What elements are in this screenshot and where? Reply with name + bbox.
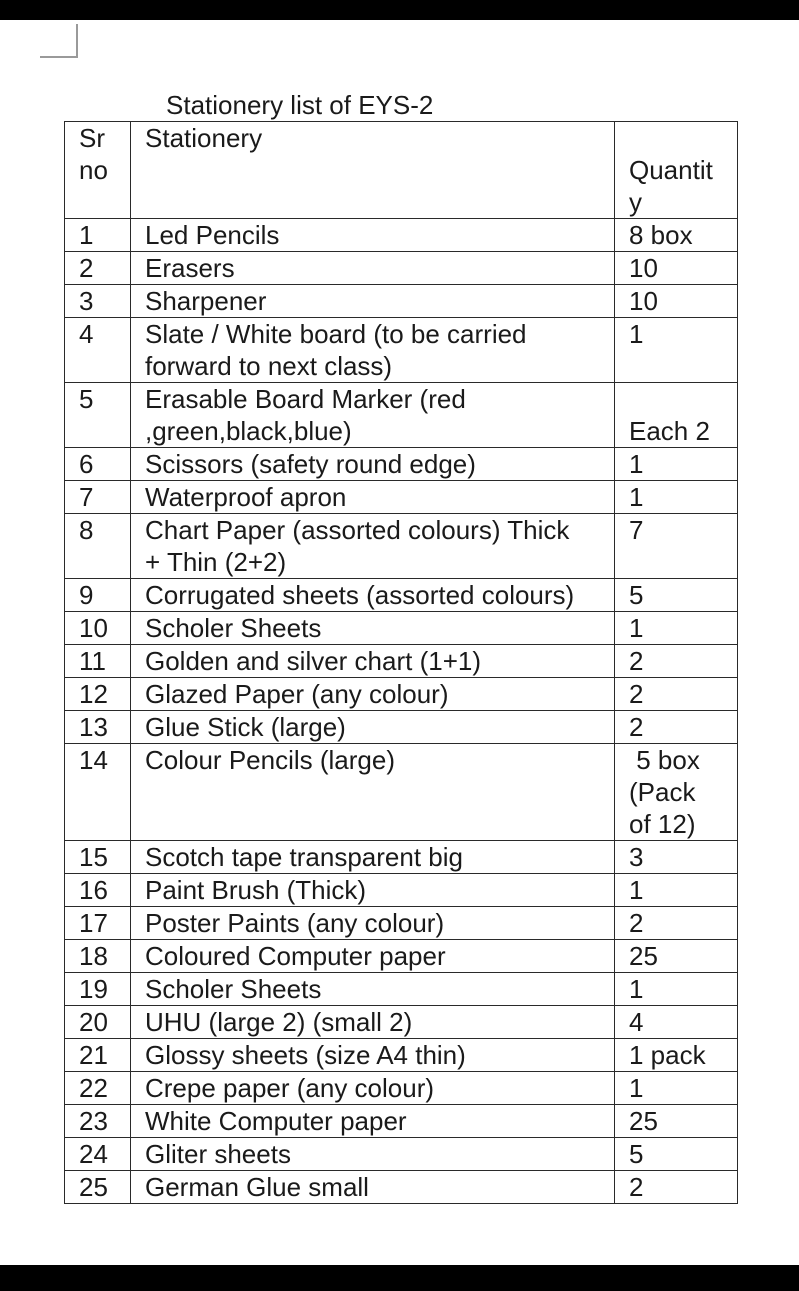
item-cell	[131, 481, 615, 514]
sr-no-cell: 16	[65, 874, 131, 907]
item-line: Scotch tape transparent big	[145, 842, 463, 872]
quantity-line: 8 box	[629, 220, 693, 250]
item-line: Scissors (safety round edge)	[145, 449, 476, 479]
quantity-cell	[615, 448, 738, 481]
table-row	[65, 579, 738, 612]
quantity-line: 7	[629, 515, 644, 545]
item-line: Gliter sheets	[145, 1139, 291, 1169]
table-row	[65, 711, 738, 744]
sr-no-cell: 2	[65, 252, 131, 285]
table-row	[65, 1171, 738, 1204]
item-cell	[131, 252, 615, 285]
sr-no-cell: 14	[65, 744, 131, 841]
item-cell	[131, 1138, 615, 1171]
item-line: Corrugated sheets (assorted colours)	[145, 580, 575, 610]
quantity-line: 1	[629, 1073, 644, 1103]
quantity-line	[629, 383, 733, 415]
quantity-line: (Pack	[629, 777, 696, 807]
quantity-line: 25	[629, 1106, 658, 1136]
table-row	[65, 383, 738, 448]
item-cell	[131, 1171, 615, 1204]
document-title: Stationery list of EYS-2	[166, 90, 434, 120]
item-line: Chart Paper (assorted colours) Thick	[145, 515, 570, 545]
quantity-cell	[615, 711, 738, 744]
quantity-cell	[615, 744, 738, 841]
quantity-cell	[615, 383, 738, 448]
item-cell	[131, 514, 615, 579]
quantity-line: 2	[629, 1172, 644, 1202]
item-line: Paint Brush (Thick)	[145, 875, 367, 905]
page-corner-mark	[40, 24, 78, 58]
quantity-line: of 12)	[629, 809, 696, 839]
table-row	[65, 645, 738, 678]
header-row	[65, 122, 738, 219]
item-line: Waterproof apron	[145, 482, 347, 512]
item-line: + Thin (2+2)	[145, 547, 287, 577]
item-line: Crepe paper (any colour)	[145, 1073, 435, 1103]
sr-no-cell: 1	[65, 219, 131, 252]
sr-no-cell: 6	[65, 448, 131, 481]
quantity-line: 1 pack	[629, 1040, 706, 1070]
item-cell	[131, 973, 615, 1006]
quantity-line: 1	[629, 482, 644, 512]
quantity-cell	[615, 1072, 738, 1105]
table-row	[65, 907, 738, 940]
table-row	[65, 1072, 738, 1105]
quantity-cell	[615, 1105, 738, 1138]
quantity-line: 2	[629, 908, 644, 938]
bottom-black-bar	[0, 1265, 799, 1291]
item-cell	[131, 645, 615, 678]
item-cell	[131, 711, 615, 744]
quantity-line: 1	[629, 449, 644, 479]
item-cell	[131, 219, 615, 252]
quantity-cell	[615, 252, 738, 285]
item-line: forward to next class)	[145, 351, 393, 381]
quantity-line: 2	[629, 712, 644, 742]
quantity-line: 3	[629, 842, 644, 872]
quantity-cell	[615, 645, 738, 678]
table-row	[65, 514, 738, 579]
sr-no-cell: 8	[65, 514, 131, 579]
quantity-cell	[615, 1006, 738, 1039]
table-row	[65, 1039, 738, 1072]
item-cell	[131, 744, 615, 841]
item-line: Colour Pencils (large)	[145, 745, 395, 775]
item-cell	[131, 907, 615, 940]
item-line: Led Pencils	[145, 220, 280, 250]
item-line: Scholer Sheets	[145, 974, 322, 1004]
table-row	[65, 973, 738, 1006]
quantity-cell	[615, 874, 738, 907]
header-sr-no: Sr no	[65, 122, 131, 219]
item-line: Erasers	[145, 253, 235, 283]
table-row	[65, 874, 738, 907]
item-line: Poster Paints (any colour)	[145, 908, 445, 938]
sr-no-cell: 23	[65, 1105, 131, 1138]
sr-no-cell: 15	[65, 841, 131, 874]
header-quantity: Quantit y	[615, 122, 738, 219]
quantity-cell	[615, 219, 738, 252]
quantity-line: 4	[629, 1007, 644, 1037]
item-line: Golden and silver chart (1+1)	[145, 646, 482, 676]
table-row	[65, 1138, 738, 1171]
header-stationery: Stationery	[131, 122, 615, 219]
quantity-cell	[615, 678, 738, 711]
item-line: German Glue small	[145, 1172, 369, 1202]
quantity-line: 1	[629, 319, 644, 349]
quantity-line: 1	[629, 613, 644, 643]
item-line: White Computer paper	[145, 1106, 407, 1136]
item-line: Sharpener	[145, 286, 267, 316]
item-line: Coloured Computer paper	[145, 941, 446, 971]
sr-no-cell: 11	[65, 645, 131, 678]
item-cell	[131, 841, 615, 874]
item-line: Erasable Board Marker (red	[145, 384, 466, 414]
item-cell	[131, 1039, 615, 1072]
sr-no-cell: 20	[65, 1006, 131, 1039]
item-line: Glue Stick (large)	[145, 712, 346, 742]
item-cell	[131, 1072, 615, 1105]
table-row	[65, 481, 738, 514]
sr-no-cell: 17	[65, 907, 131, 940]
item-cell	[131, 612, 615, 645]
item-line: Slate / White board (to be carried	[145, 319, 527, 349]
quantity-line: 1	[629, 974, 644, 1004]
quantity-cell	[615, 514, 738, 579]
item-line: UHU (large 2) (small 2)	[145, 1007, 413, 1037]
quantity-line: 1	[629, 875, 644, 905]
table-row	[65, 1105, 738, 1138]
quantity-cell	[615, 579, 738, 612]
item-cell	[131, 448, 615, 481]
quantity-line: 25	[629, 941, 658, 971]
table-row	[65, 678, 738, 711]
sr-no-cell: 19	[65, 973, 131, 1006]
top-black-bar	[0, 0, 799, 20]
table-row	[65, 1006, 738, 1039]
quantity-line: 2	[629, 679, 644, 709]
item-cell	[131, 940, 615, 973]
table-row	[65, 841, 738, 874]
sr-no-cell: 9	[65, 579, 131, 612]
table-row	[65, 940, 738, 973]
quantity-line: 10	[629, 286, 658, 316]
stationery-table	[64, 121, 738, 1204]
table-row	[65, 448, 738, 481]
item-cell	[131, 579, 615, 612]
sr-no-cell: 13	[65, 711, 131, 744]
quantity-cell	[615, 285, 738, 318]
quantity-cell	[615, 973, 738, 1006]
item-cell	[131, 383, 615, 448]
sr-no-cell: 21	[65, 1039, 131, 1072]
quantity-cell	[615, 1138, 738, 1171]
quantity-line: 5 box	[629, 745, 700, 775]
item-cell	[131, 874, 615, 907]
table-row	[65, 285, 738, 318]
quantity-cell	[615, 612, 738, 645]
item-cell	[131, 285, 615, 318]
item-cell	[131, 1105, 615, 1138]
quantity-line: Each 2	[629, 416, 710, 446]
sr-no-cell: 3	[65, 285, 131, 318]
quantity-cell	[615, 1039, 738, 1072]
table-row	[65, 612, 738, 645]
quantity-line: 5	[629, 1139, 644, 1169]
item-line: Glossy sheets (size A4 thin)	[145, 1040, 466, 1070]
item-line: Scholer Sheets	[145, 613, 322, 643]
sr-no-cell: 18	[65, 940, 131, 973]
sr-no-cell: 12	[65, 678, 131, 711]
sr-no-cell: 4	[65, 318, 131, 383]
table-row	[65, 318, 738, 383]
quantity-cell	[615, 907, 738, 940]
quantity-line: 10	[629, 253, 658, 283]
quantity-line: 2	[629, 646, 644, 676]
quantity-cell	[615, 481, 738, 514]
sr-no-cell: 10	[65, 612, 131, 645]
item-cell	[131, 678, 615, 711]
item-line: ,green,black,blue)	[145, 416, 352, 446]
sr-no-cell: 5	[65, 383, 131, 448]
quantity-line: 5	[629, 580, 644, 610]
quantity-cell	[615, 1171, 738, 1204]
sr-no-cell: 22	[65, 1072, 131, 1105]
sr-no-cell: 24	[65, 1138, 131, 1171]
table-row	[65, 252, 738, 285]
item-line: Glazed Paper (any colour)	[145, 679, 449, 709]
table-row	[65, 219, 738, 252]
quantity-cell	[615, 940, 738, 973]
item-cell	[131, 1006, 615, 1039]
item-cell	[131, 318, 615, 383]
sr-no-cell: 7	[65, 481, 131, 514]
quantity-cell	[615, 318, 738, 383]
table-row	[65, 744, 738, 841]
quantity-cell	[615, 841, 738, 874]
sr-no-cell: 25	[65, 1171, 131, 1204]
